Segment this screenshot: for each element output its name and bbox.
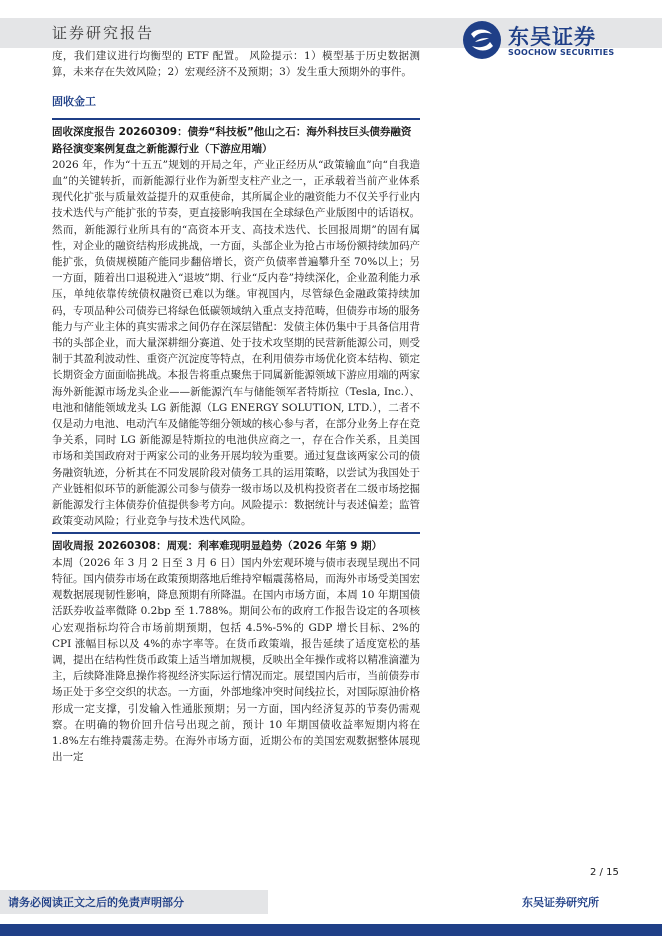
soochow-logo-icon	[462, 20, 502, 60]
intro-paragraph: 度，我们建议进行均衡型的 ETF 配置。 风险提示：1）模型基于历史数据测算，未来存在失效风险；2）宏观经济不及预期；3）发生重大预期外的事件。	[52, 50, 420, 79]
report-body: 2026 年，作为“十五五”规划的开局之年，产业正经历从“政策输血”向“自我造血”的关键转折，而新能源行业作为新型支柱产业之一，正承载着当前产业体系现代化扩张与质量效益提升的双重使命，其所属企业的融资能力不仅关乎行业内技术迭代与产能扩张的节奏，更直接影响我国在全球绿色产业版图中的话语权。然而，新能源行业所具有的“高资本开支、高技术迭代、长回报周期”的固有属性，对企业的融资结构形成挑战，一方面，头部企业为抢占市场份额持续加码产能扩张，负债规模随产能同步翻倍增长，资产负债率普遍攀升至 70%以上；另一方面，随着出口退税进入“退坡”期、行业“反内卷”持续深化，企业盈利能力承压，单纯依靠传统债权融资已难以为继。审视国内，尽管绿色金融政策持续加码，专项品种公司债券已将绿色低碳领域纳入重点支持范畴，但债券市场的服务能力与产业主体的真实需求之间仍存在深层错配：发债主体仍集中于具备信用背书的头部企业，而大量深耕细分赛道、处于技术攻坚期的民营新能源公司，则受制于其盈利波动性、重资产沉淀度等特点，在利用债券市场优化资本结构、锁定长期资金方面面临挑战。本报告将重点聚焦于同属新能源领域下游应用端的两家海外新能源市场龙头企业——新能源汽车与储能领军者特斯拉（Tesla, Inc.）、电池和储能领域龙头 LG 新能源（LG ENERGY SOLUTION, LTD.），二者不仅是动力电池、电动汽车及储能等细分领域的核心参与者，在部分业务上存在竞争关系，同时 LG 新能源是特斯拉的电池供应商之一，存在合作关系，且美国市场和美国政府对于两家公司的业务开展均较为重要。通过复盘该两家公司的债务融资轨迹，分析其在不同发展阶段对债务工具的运用策略，以尝试为我国处于产业链相似环节的新能源公司参与债券一级市场以及机构投资者在二级市场挖掘新能源发行主体债券价值提供参考方向。风险提示：数据统计与表述偏差；监管政策变动风险；行业竞争与技术迭代风险。	[52, 158, 420, 528]
logo-chinese-name: 东吴证券	[508, 25, 596, 49]
footer	[0, 884, 662, 936]
disclaimer-notice: 请务必阅读正文之后的免责声明部分	[8, 896, 184, 909]
company-logo	[462, 20, 615, 62]
footer-bar	[0, 924, 662, 936]
section-divider	[52, 118, 420, 120]
logo-english-name: SOOCHOW SECURITIES	[508, 48, 615, 57]
page-number: 2 / 15	[590, 867, 619, 878]
section-heading: 固收金工	[52, 95, 96, 109]
report-body: 本周（2026 年 3 月 2 日至 3 月 6 日）国内外宏观环境与债市表现呈现出不同特征。国内债券市场在政策预期落地后维持窄幅震荡格局，而海外市场受美国宏观数据展现韧性影响，降息预期有所降温。在国内市场方面，本周 10 年期国债活跃券收益率微降 0.2bp 至 1.788%。期间公布的政府工作报告设定的各项核心宏观指标均符合市场前期预期，包括 4.5%-5%的 GDP 增长目标、2%的 CPI 涨幅目标以及 4%的赤字率等。在货币政策端，报告延续了适度宽松的基调，提出在结构性货币政策上适当增加规模，反映出全年操作或将以精准滴灌为主，后续降准降息操作将视经济实际运行情况而定。展望国内后市，当前债券市场正处于多空交织的状态。一方面，外部地缘冲突时间线拉长，对国际原油价格形成一定支撑，引发输入性通胀预期；另一方面，国内经济复苏的节奏仍需观察。在明确的物价回升信号出现之前，预计 10 年期国债收益率短期内将在 1.8%左右维持震荡走势。在海外市场方面，近期公布的美国宏观数据整体展现出一定	[52, 556, 420, 764]
report-type-title: 证券研究报告	[52, 24, 155, 42]
section-divider	[52, 532, 420, 534]
report-title: 固收周报 20260308：周观：利率难现明显趋势（2026 年第 9 期）	[52, 540, 383, 553]
footer-company-name: 东吴证券研究所	[522, 896, 599, 909]
main-content	[52, 48, 420, 765]
report-title: 固收深度报告 20260309：债券“科技板”他山之石：海外科技巨头债券融资路径演变案例复盘之新能源行业（下游应用端）	[52, 126, 412, 155]
